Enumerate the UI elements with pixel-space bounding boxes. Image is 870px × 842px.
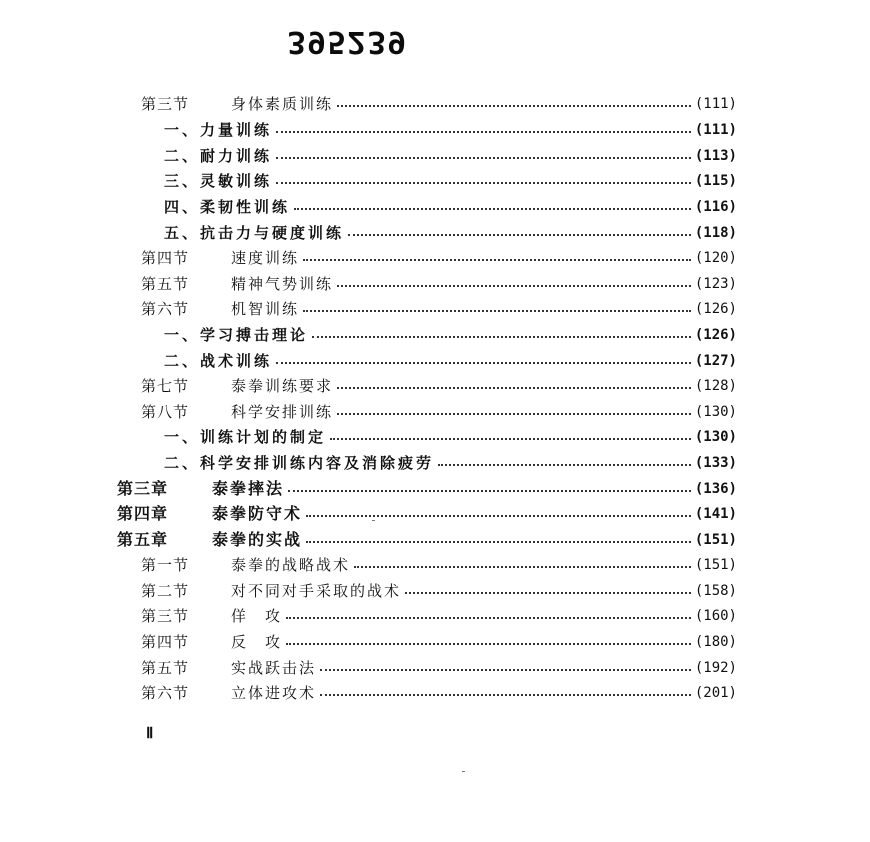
entry-page: (141) [694, 506, 737, 522]
toc-entry[interactable] [141, 656, 737, 680]
entry-title: 二、战术训练 [164, 352, 273, 370]
dot-leader [303, 297, 691, 321]
entry-number: 第五节 [141, 659, 190, 677]
entry-page: (111) [694, 96, 737, 112]
entry-page: (126) [694, 327, 737, 343]
entry-number: 第七节 [141, 377, 190, 395]
entry-page: (158) [694, 583, 737, 599]
toc-entry[interactable] [164, 195, 737, 219]
dot-leader [306, 528, 691, 552]
entry-title: 一、训练计划的制定 [164, 428, 327, 446]
entry-title: 科学安排训练 [231, 403, 334, 421]
entry-title: 泰拳的战略战术 [231, 556, 351, 574]
entry-page: (201) [694, 685, 737, 701]
entry-number: 第八节 [141, 403, 190, 421]
toc-entry[interactable] [117, 528, 737, 552]
dot-leader [286, 630, 691, 654]
entry-number: 第六节 [141, 684, 190, 702]
entry-title: 二、科学安排训练内容及消除疲劳 [164, 454, 435, 472]
dot-leader [303, 246, 691, 270]
dot-leader [405, 579, 691, 603]
entry-title: 佯 攻 [231, 607, 283, 625]
dot-leader [354, 553, 691, 577]
toc-entry[interactable] [141, 681, 737, 705]
toc-entry[interactable] [141, 630, 737, 654]
entry-page: (120) [694, 250, 737, 266]
entry-number: 第四章 [117, 504, 169, 523]
entry-title: 机智训练 [231, 300, 300, 318]
entry-title: 精神气势训练 [231, 275, 334, 293]
toc-entry[interactable] [164, 349, 737, 373]
toc-entry[interactable] [141, 297, 737, 321]
toc-entry[interactable] [117, 502, 737, 526]
scan-speck [372, 520, 375, 521]
dot-leader [337, 400, 691, 424]
entry-page: (115) [694, 173, 737, 189]
entry-number: 第四节 [141, 249, 190, 267]
toc-entry[interactable] [117, 477, 737, 501]
entry-page: (130) [694, 429, 737, 445]
entry-page: (192) [694, 660, 737, 676]
entry-page: (133) [694, 455, 737, 471]
entry-title: 实战跃击法 [231, 659, 317, 677]
entry-number: 第四节 [141, 633, 190, 651]
entry-number: 第三节 [141, 95, 190, 113]
entry-number: 第六节 [141, 300, 190, 318]
entry-title: 泰拳防守术 [212, 504, 303, 523]
dot-leader [276, 118, 691, 142]
header-code: 395239 [287, 24, 408, 59]
toc-entry[interactable] [164, 118, 737, 142]
entry-page: (118) [694, 225, 737, 241]
entry-title: 二、耐力训练 [164, 147, 273, 165]
toc-entry[interactable] [141, 246, 737, 270]
entry-title: 身体素质训练 [231, 95, 334, 113]
entry-page: (111) [694, 122, 737, 138]
entry-page: (136) [694, 481, 737, 497]
dot-leader [438, 451, 691, 475]
toc-entry[interactable] [164, 144, 737, 168]
entry-title: 一、力量训练 [164, 121, 273, 139]
toc-entry[interactable] [141, 553, 737, 577]
entry-title: 一、学习搏击理论 [164, 326, 309, 344]
entry-page: (180) [694, 634, 737, 650]
entry-number: 第三节 [141, 607, 190, 625]
dot-leader [337, 272, 691, 296]
entry-page: (127) [694, 353, 737, 369]
entry-page: (116) [694, 199, 737, 215]
entry-page: (123) [694, 276, 737, 292]
entry-title: 四、柔韧性训练 [164, 198, 291, 216]
entry-title: 对不同对手采取的战术 [231, 582, 402, 600]
entry-title: 速度训练 [231, 249, 300, 267]
toc-entry[interactable] [141, 92, 737, 116]
dot-leader [294, 195, 691, 219]
entry-number: 第五节 [141, 275, 190, 293]
entry-title: 泰拳的实战 [212, 530, 303, 549]
entry-title: 立体进攻术 [231, 684, 317, 702]
entry-number: 第一节 [141, 556, 190, 574]
dot-leader [286, 604, 691, 628]
dot-leader [306, 502, 691, 526]
dot-leader [312, 323, 691, 347]
dot-leader [288, 477, 691, 501]
entry-title: 五、抗击力与硬度训练 [164, 224, 345, 242]
entry-title: 泰拳训练要求 [231, 377, 334, 395]
toc-entry[interactable] [141, 579, 737, 603]
entry-page: (126) [694, 301, 737, 317]
toc-entry[interactable] [141, 400, 737, 424]
entry-page: (151) [694, 557, 737, 573]
dot-leader [320, 656, 691, 680]
toc-entry[interactable] [141, 272, 737, 296]
toc-entry[interactable] [164, 451, 737, 475]
toc-entry[interactable] [141, 604, 737, 628]
toc-entry[interactable] [164, 323, 737, 347]
dot-leader [320, 681, 691, 705]
toc-entry[interactable] [164, 425, 737, 449]
entry-title: 泰拳摔法 [212, 479, 285, 498]
entry-number: 第五章 [117, 530, 169, 549]
dot-leader [337, 374, 691, 398]
entry-number: 第三章 [117, 479, 169, 498]
toc-entry[interactable] [164, 221, 737, 245]
dot-leader [276, 169, 691, 193]
entry-page: (130) [694, 404, 737, 420]
scan-speck [462, 771, 465, 772]
dot-leader [276, 349, 691, 373]
dot-leader [337, 92, 691, 116]
entry-title: 反 攻 [231, 633, 283, 651]
entry-page: (113) [694, 148, 737, 164]
dot-leader [276, 144, 691, 168]
dot-leader [330, 425, 691, 449]
dot-leader [348, 221, 691, 245]
entry-page: (128) [694, 378, 737, 394]
page-number-mark: Ⅱ [146, 726, 154, 742]
entry-title: 三、灵敏训练 [164, 172, 273, 190]
entry-page: (151) [694, 532, 737, 548]
entry-page: (160) [694, 608, 737, 624]
toc-entry[interactable] [164, 169, 737, 193]
entry-number: 第二节 [141, 582, 190, 600]
toc-entry[interactable] [141, 374, 737, 398]
